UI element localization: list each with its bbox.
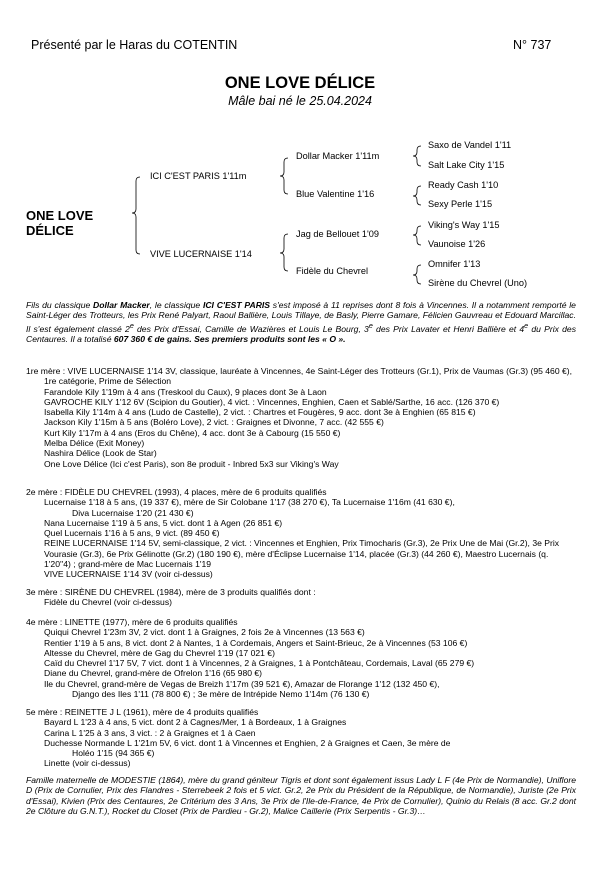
horse-name-line1: ONE LOVE <box>26 208 94 223</box>
intro-bold: ICI C'EST PARIS <box>202 300 271 310</box>
lot-number: N° 737 <box>513 38 552 52</box>
pedigree-dsd: Vaunoise 1'26 <box>428 239 486 249</box>
list-item: Jackson Kily 1'15m à 5 ans (Boléro Love), 2 vict. : Graignes et Divonne, 7 acc. (42 555 €) <box>44 417 384 428</box>
section-title: 1re mère : VIVE LUCERNAISE 1'14 3V, classique, lauréate à Vincennes, 4e Saint-Léger des Trotteurs (Gr.1), Prix de Vaumas (Gr.3) (95 460 €), 1re catégorie, Prime de Sélection <box>26 366 573 387</box>
pedigree-horse-name <box>26 208 93 238</box>
intro-bold: Dollar Macker <box>93 300 150 310</box>
list-item: Linette (voir ci-dessus) <box>44 758 131 769</box>
list-item: Fidèle du Chevrel (voir ci-dessus) <box>44 597 172 608</box>
presenter-text: Présenté par le Haras du COTENTIN <box>31 38 238 52</box>
pedigree-dss: Viking's Way 1'15 <box>428 220 500 230</box>
pedigree-sd: Blue Valentine 1'16 <box>296 189 375 199</box>
list-item: Django des Iles 1'11 (78 800 €) ; 3e mère de Intrépide Nemo 1'14m (76 130 €) <box>72 689 370 700</box>
intro-sup: e <box>129 321 134 330</box>
section-5e-mere <box>26 707 576 769</box>
list-item: Nana Lucernaise 1'19 à 5 ans, 5 vict. dont 1 à Agen (26 851 €) <box>44 517 283 528</box>
pedigree-dds: Omnifer 1'13 <box>428 259 481 269</box>
list-item: Diane du Chevrel, grand-mère de Ofrelon 1'16 (65 980 €) <box>44 668 263 679</box>
list-item: Caïd du Chevrel 1'17 5V, 7 vict. dont 1 à Vincennes, 2 à Graignes, 1 à Pontchâteau, Cordemais, Laval (65 279 €) <box>44 658 475 669</box>
intro-text: , le classique <box>149 300 203 310</box>
list-item: Quiqui Chevrel 1'23m 3V, 2 vict. dont 1 à Graignes, 2 fois 2e à Vincennes (13 563 €) <box>44 627 365 638</box>
list-item: Carina L 1'25 à 3 ans, 3 vict. : 2 à Graignes et 1 à Caen <box>44 727 256 738</box>
section-title: 5e mère : REINETTE J L (1961), mère de 4 produits qualifiés <box>26 707 259 717</box>
intro-text: des Prix Lavater et Henri Ballière et 4 <box>372 323 525 334</box>
intro-bold: 607 360 € de gains. Ses premiers produits sont les « O ». <box>113 333 346 344</box>
intro-text: s'est imposé à 11 reprises dont 8 fois à Vincennes. Il a notamment remporté le Saint-Léger des Trotteurs, les Prix René Palyart, Raoul Ballière, Louis Tillaye, de Basly, Pierre Gamare, Félicien Gauvreau et Edouard Marcillac. Il s'est également classé 2 <box>26 300 576 334</box>
list-item: Isabella Kily 1'14m à 4 ans (Ludo de Castelle), 2 vict. : Chartres et Fougères, 9 acc. dont 3e à Enghien (65 815 €) <box>44 407 476 418</box>
section-title: 2e mère : FIDÈLE DU CHEVREL (1993), 4 places, mère de 6 produits qualifiés <box>26 487 327 497</box>
list-item: GAVROCHE KILY 1'12 6V (Scipion du Goutier), 4 vict. : Vincennes, Enghien, Caen et Sablé/Sarthe, 16 acc. (126 370 €) <box>44 396 500 407</box>
list-item: Quel Lucernais 1'16 à 5 ans, 9 vict. (89 450 €) <box>44 528 220 539</box>
list-item: One Love Délice (Ici c'est Paris), son 8e produit - Inbred 5x3 sur Viking's Way <box>44 458 339 469</box>
list-item: Duchesse Normande L 1'21m 5V, 6 vict. dont 1 à Vincennes et Enghien, 2 à Graignes et Caen, 3e mère de <box>44 737 451 748</box>
list-item: Melba Délice (Exit Money) <box>44 438 145 449</box>
list-item: VIVE LUCERNAISE 1'14 3V (voir ci-dessus) <box>44 569 213 580</box>
intro-text: du Prix des Centaures. Il a totalisé <box>26 323 576 344</box>
pedigree-sdd: Sexy Perle 1'15 <box>428 199 493 209</box>
page-title: ONE LOVE DÉLICE <box>224 74 376 92</box>
list-item: Nashira Délice (Look de Star) <box>44 448 157 459</box>
pedigree-sds: Ready Cash 1'10 <box>428 180 499 190</box>
page-subtitle: Mâle bai né le 25.04.2024 <box>228 94 372 108</box>
pedigree-ds: Jag de Bellouet 1'09 <box>296 229 379 239</box>
pedigree-ss: Dollar Macker 1'11m <box>296 151 380 161</box>
intro-sup: e <box>524 321 529 330</box>
section-title: 4e mère : LINETTE (1977), mère de 6 produits qualifiés <box>26 617 238 627</box>
intro-paragraph <box>26 300 576 344</box>
section-title: 3e mère : SIRÈNE DU CHEVREL (1984), mère de 3 produits qualifiés dont : <box>26 587 316 597</box>
section-4e-mere <box>26 617 576 699</box>
pedigree-ssd: Salt Lake City 1'15 <box>428 160 505 170</box>
list-item: Lucernaise 1'18 à 5 ans, (19 337 €), mère de Sir Colobane 1'17 (38 270 €), Ta Lucernaise 1'16m (41 630 €), <box>44 497 455 508</box>
list-item: Bayard L 1'23 à 4 ans, 5 vict. dont 2 à Cagnes/Mer, 1 à Bordeaux, 1 à Graignes <box>44 717 347 728</box>
section-3e-mere <box>26 587 576 608</box>
list-item: Kurt Kily 1'17m à 4 ans (Eros du Chêne), 4 acc. dont 3e à Cabourg (15 550 €) <box>44 427 341 438</box>
pedigree-sire: ICI C'EST PARIS 1'11m <box>150 171 247 181</box>
horse-name-line2: DÉLICE <box>26 223 74 238</box>
pedigree-ddd: Sirène du Chevrel (Uno) <box>428 278 528 288</box>
intro-text: des Prix d'Essai, Camille de Wazières et Louis Le Bourg, 3 <box>133 323 369 334</box>
list-item: Altesse du Chevrel, mère de Gag du Chevrel 1'19 (17 021 €) <box>44 647 275 658</box>
intro-text: Fils du classique <box>26 300 94 310</box>
section-2e-mere <box>26 487 576 580</box>
section-1re-mere <box>26 366 576 469</box>
pedigree-dd: Fidèle du Chevrel <box>296 266 369 276</box>
pedigree-lines <box>0 0 600 300</box>
family-paragraph: Famille maternelle de MODESTIE (1864), mère du grand géniteur Tigris et dont sont également issus Lady L F (4e Prix de Normandie), Uniflore D (Prix de Cornulier, Prix des Flandres - Sterrebeek 2 fois et 5 vict. Gr.2, 2e Prix du Président de la République, de Normandie), Juriste (2e Prix d'Essai), Kivien (Prix des Centaures, 2e Critérium des 3 Ans, 3e Prix de l'Ile-de-France, 4e Prix de Cornulier), Quinio du Relais (8 acc. Gr.2 dont 2e Clôture du G.N.T.), Rocket du Closet (Prix de Pardieu - Gr.2), Malice Caillerie (Prix Serpentis - Gr.3)… <box>26 775 576 816</box>
list-item: Rentier 1'19 à 5 ans, 8 vict. dont 2 à Nantes, 1 à Cordemais, Angers et Saint-Brieuc, 2e à Vincennes (53 106 €) <box>44 637 468 648</box>
list-item: Diva Lucernaise 1'20 (21 430 €) <box>72 507 194 518</box>
list-item: Farandole Kily 1'19m à 4 ans (Treskool du Caux), 9 places dont 3e à Laon <box>44 386 327 397</box>
list-item: Ile du Chevrel, grand-mère de Vegas de Breizh 1'17m (39 521 €), Amazar de Florange 1'12 (132 450 €), <box>44 678 440 689</box>
pedigree-sss: Saxo de Vandel 1'11 <box>428 140 512 150</box>
list-item: REINE LUCERNAISE 1'14 5V, semi-classique, 2 vict. : Vincennes et Enghien, Prix Timocharis (Gr.3), 2e Prix Une de Mai (Gr.2), 3e Prix Vourasie (Gr.3), 6e Prix Gélinotte (Gr.2) (180 190 €), mère d'Éclipse Lucernaise 1'14, placée (Gr.3) (44 260 €), Maestro Lucernais (q. 1'20''4) ; grand-mère de Mac Lucernais 1'19 <box>44 538 560 570</box>
list-item: Holéo 1'15 (94 365 €) <box>72 748 155 759</box>
intro-sup: e <box>368 321 373 330</box>
pedigree-dam: VIVE LUCERNAISE 1'14 <box>150 249 252 259</box>
